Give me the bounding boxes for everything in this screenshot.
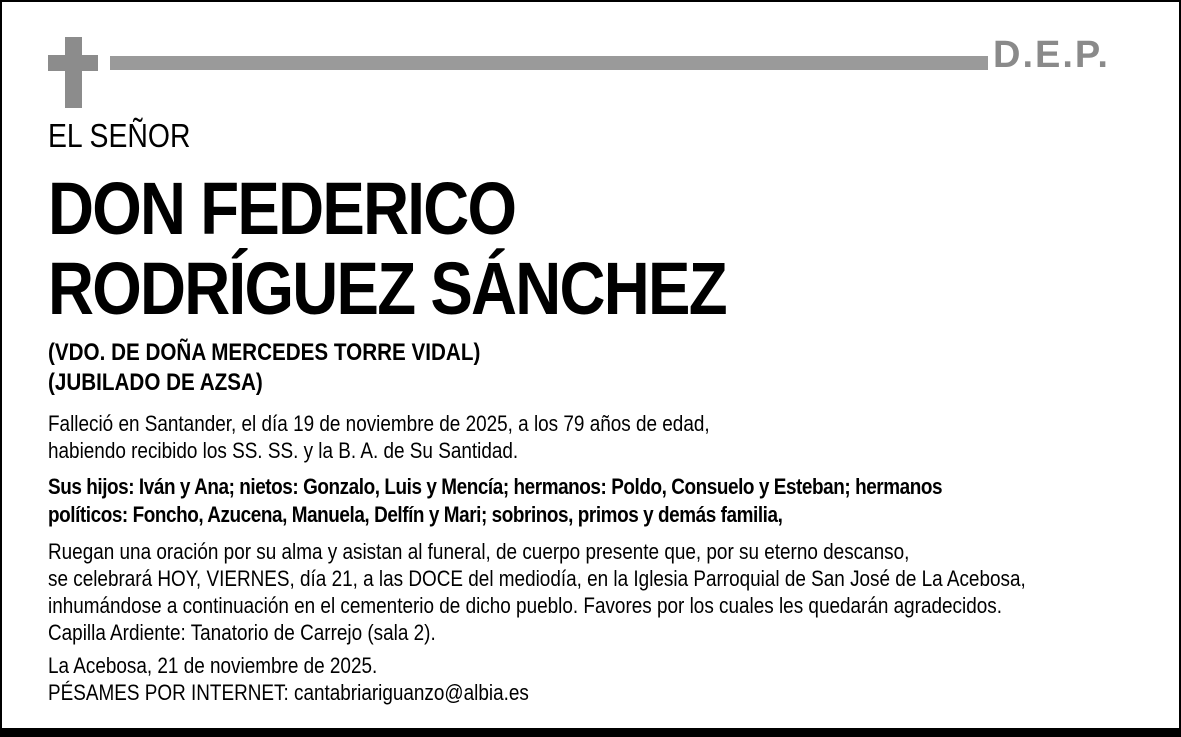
- title-prefix: EL SEÑOR: [48, 117, 191, 154]
- bottom-bar: [0, 728, 1181, 737]
- family-line: políticos: Foncho, Azucena, Manuela, Delfín y Mari; sobrinos, primos y demás familia,: [48, 502, 783, 527]
- funeral-line: Ruegan una oración por su alma y asistan al funeral, de cuerpo presente que, por su eterno descanso,: [48, 539, 910, 564]
- death-notice-line: Falleció en Santander, el día 19 de noviembre de 2025, a los 79 años de edad,: [48, 411, 710, 436]
- place-date: La Acebosa, 21 de noviembre de 2025.: [48, 653, 378, 678]
- condolences-email: PÉSAMES POR INTERNET: cantabriariguanzo@albia.es: [48, 680, 529, 705]
- deceased-name-line1: DON FEDERICO: [48, 167, 516, 250]
- death-notice-line: habiendo recibido los SS. SS. y la B. A. de Su Santidad.: [48, 438, 519, 463]
- funeral-line: se celebrará HOY, VIERNES, día 21, a las DOCE del mediodía, en la Iglesia Parroquial de San José de La Acebosa,: [48, 566, 1026, 591]
- funeral-line: inhumándose a continuación en el cementerio de dicho pueblo. Favores por los cuales les quedarán agradecidos.: [48, 593, 1002, 618]
- dep-label: D.E.P.: [993, 34, 1110, 76]
- deceased-name-line2: RODRÍGUEZ SÁNCHEZ: [48, 247, 726, 330]
- family-line: Sus hijos: Iván y Ana; nietos: Gonzalo, Luis y Mencía; hermanos: Poldo, Consuelo y Esteban; hermanos: [48, 474, 943, 499]
- funeral-line: Capilla Ardiente: Tanatorio de Carrejo (sala 2).: [48, 620, 436, 645]
- header-rule: [110, 56, 988, 70]
- subtitle-retired: (JUBILADO DE AZSA): [48, 369, 263, 396]
- subtitle-widower: (VDO. DE DOÑA MERCEDES TORRE VIDAL): [48, 339, 481, 366]
